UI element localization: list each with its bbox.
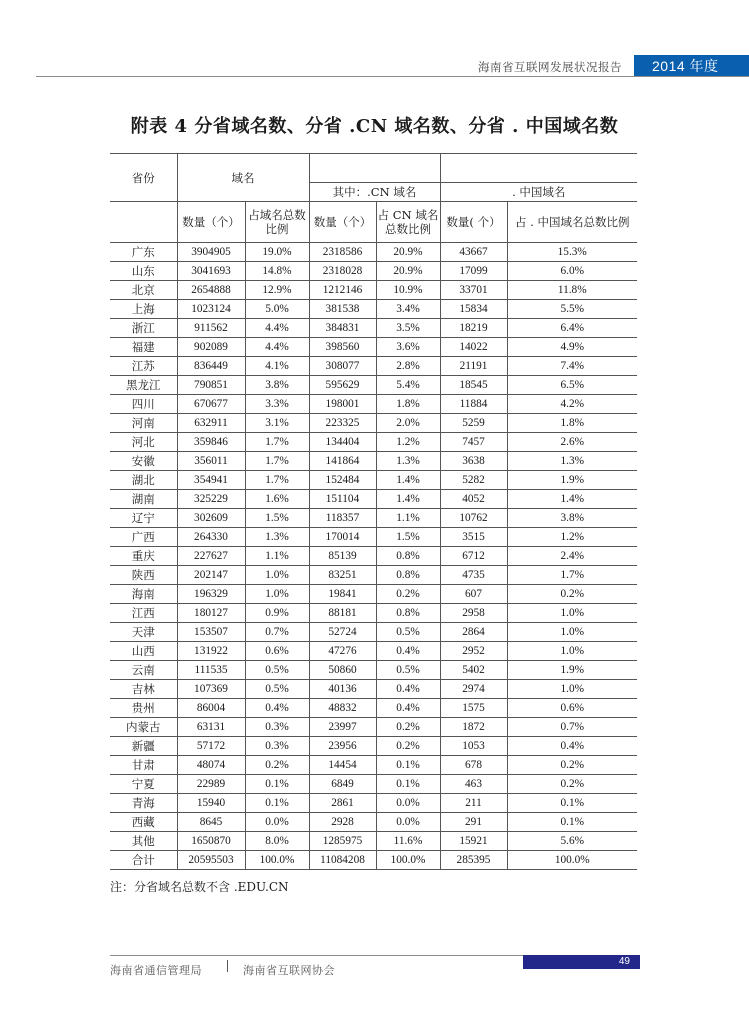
cell-cn-share: 0.5% [376,661,440,680]
cell-domain-share: 0.9% [245,604,309,623]
cell-province: 新疆 [110,737,177,756]
cell-zhongguo-count: 10762 [440,509,507,528]
cell-domain-share: 0.5% [245,680,309,699]
cell-cn-count: 83251 [309,566,376,585]
cell-domain-share: 0.4% [245,699,309,718]
cell-zhongguo-share: 0.1% [507,794,637,813]
cell-domain-count: 3041693 [177,262,245,281]
cell-cn-share: 0.2% [376,718,440,737]
cell-zhongguo-share: 4.2% [507,395,637,414]
cell-domain-share: 0.5% [245,661,309,680]
table-row [110,300,637,319]
cell-province: 福建 [110,338,177,357]
cell-domain-count: 153507 [177,623,245,642]
cell-zhongguo-share: 1.8% [507,414,637,433]
table-row [110,509,637,528]
table-note: 注：分省域名总数不含 .EDU.CN [110,880,289,894]
cell-cn-share: 0.1% [376,775,440,794]
cell-cn-count: 50860 [309,661,376,680]
cell-cn-count: 151104 [309,490,376,509]
cell-cn-share: 2.0% [376,414,440,433]
table-row [110,851,637,870]
cell-zhongguo-count: 2864 [440,623,507,642]
cell-zhongguo-count: 463 [440,775,507,794]
table-row [110,433,637,452]
table-row [110,604,637,623]
cell-domain-share: 1.7% [245,471,309,490]
cell-province: 黑龙江 [110,376,177,395]
cell-cn-share: 0.4% [376,699,440,718]
page-number: 49 [523,955,640,969]
table-row [110,642,637,661]
cell-domain-count: 20595503 [177,851,245,870]
cell-domain-count: 911562 [177,319,245,338]
cell-cn-share: 1.4% [376,490,440,509]
cell-cn-share: 100.0% [376,851,440,870]
cell-domain-count: 1023124 [177,300,245,319]
cell-zhongguo-count: 5402 [440,661,507,680]
cell-zhongguo-share: 0.6% [507,699,637,718]
cell-province: 浙江 [110,319,177,338]
cell-cn-count: 6849 [309,775,376,794]
cell-zhongguo-count: 291 [440,813,507,832]
cell-zhongguo-count: 6712 [440,547,507,566]
cell-zhongguo-share: 0.2% [507,756,637,775]
cell-zhongguo-count: 607 [440,585,507,604]
cell-zhongguo-share: 6.0% [507,262,637,281]
cell-domain-count: 2654888 [177,281,245,300]
cell-domain-count: 632911 [177,414,245,433]
col-cn-share: 占 CN 域名总数比例 [376,202,440,243]
cell-cn-share: 10.9% [376,281,440,300]
running-header [0,0,749,80]
cell-zhongguo-share: 1.9% [507,661,637,680]
header-cn-blank [309,154,440,183]
cell-domain-share: 0.6% [245,642,309,661]
cell-zhongguo-share: 1.9% [507,471,637,490]
cell-domain-count: 902089 [177,338,245,357]
cell-domain-count: 670677 [177,395,245,414]
cell-zhongguo-count: 11884 [440,395,507,414]
cell-zhongguo-count: 15834 [440,300,507,319]
table-row [110,623,637,642]
header-zhongguo-blank [440,154,637,183]
cell-province: 上海 [110,300,177,319]
cell-domain-share: 0.3% [245,718,309,737]
cell-domain-share: 0.1% [245,794,309,813]
table-row [110,376,637,395]
cell-cn-count: 40136 [309,680,376,699]
cell-zhongguo-share: 1.0% [507,623,637,642]
cell-domain-count: 48074 [177,756,245,775]
cell-province: 辽宁 [110,509,177,528]
cell-zhongguo-share: 11.8% [507,281,637,300]
table-row [110,756,637,775]
cell-cn-count: 223325 [309,414,376,433]
cell-cn-count: 2928 [309,813,376,832]
cell-zhongguo-count: 2958 [440,604,507,623]
cell-cn-count: 47276 [309,642,376,661]
header-cn-domain: 其中：.CN 域名 [309,183,440,202]
table-row [110,794,637,813]
footer-org-left: 海南省通信管理局 [110,964,202,977]
table-row [110,281,637,300]
cell-zhongguo-share: 5.5% [507,300,637,319]
cell-cn-count: 1285975 [309,832,376,851]
header-zhongguo-domain: . 中国域名 [440,183,637,202]
cell-zhongguo-share: 15.3% [507,243,637,262]
col-domain-count: 数量（个） [177,202,245,243]
cell-zhongguo-share: 0.1% [507,813,637,832]
cell-cn-count: 398560 [309,338,376,357]
cell-cn-share: 20.9% [376,262,440,281]
cell-zhongguo-count: 4735 [440,566,507,585]
domain-statistics-table [110,153,637,870]
header-province: 省份 [110,154,177,202]
cell-province: 重庆 [110,547,177,566]
cell-domain-share: 0.2% [245,756,309,775]
cell-province: 合计 [110,851,177,870]
cell-cn-count: 11084208 [309,851,376,870]
cell-domain-count: 3904905 [177,243,245,262]
cell-domain-share: 8.0% [245,832,309,851]
cell-cn-count: 23956 [309,737,376,756]
cell-province: 青海 [110,794,177,813]
cell-cn-share: 0.2% [376,585,440,604]
cell-zhongguo-share: 1.0% [507,642,637,661]
cell-cn-share: 0.8% [376,566,440,585]
cell-zhongguo-share: 3.8% [507,509,637,528]
table-row [110,319,637,338]
cell-zhongguo-count: 4052 [440,490,507,509]
table-row [110,338,637,357]
cell-zhongguo-count: 3638 [440,452,507,471]
col-cn-count: 数量（个） [309,202,376,243]
table-row [110,813,637,832]
cell-zhongguo-share: 1.7% [507,566,637,585]
cell-zhongguo-share: 5.6% [507,832,637,851]
cell-province: 河南 [110,414,177,433]
cell-province: 河北 [110,433,177,452]
cell-province: 甘肃 [110,756,177,775]
cell-domain-share: 4.4% [245,338,309,357]
cell-domain-share: 1.3% [245,528,309,547]
cell-cn-share: 3.5% [376,319,440,338]
cell-domain-count: 107369 [177,680,245,699]
cell-zhongguo-share: 2.6% [507,433,637,452]
cell-cn-count: 134404 [309,433,376,452]
cell-province: 山西 [110,642,177,661]
table-row [110,490,637,509]
cell-zhongguo-count: 15921 [440,832,507,851]
cell-domain-count: 57172 [177,737,245,756]
cell-province: 北京 [110,281,177,300]
cell-zhongguo-share: 100.0% [507,851,637,870]
cell-cn-share: 11.6% [376,832,440,851]
table-row [110,775,637,794]
cell-zhongguo-count: 2952 [440,642,507,661]
cell-cn-share: 1.2% [376,433,440,452]
cell-domain-count: 15940 [177,794,245,813]
footer-separator [227,960,228,972]
cell-cn-share: 0.0% [376,794,440,813]
cell-province: 天津 [110,623,177,642]
cell-cn-share: 0.1% [376,756,440,775]
cell-domain-count: 354941 [177,471,245,490]
cell-zhongguo-count: 17099 [440,262,507,281]
cell-cn-share: 5.4% [376,376,440,395]
table-row [110,243,637,262]
cell-zhongguo-count: 3515 [440,528,507,547]
cell-cn-share: 0.4% [376,680,440,699]
cell-domain-count: 227627 [177,547,245,566]
cell-domain-count: 111535 [177,661,245,680]
cell-zhongguo-count: 5259 [440,414,507,433]
cell-zhongguo-count: 2974 [440,680,507,699]
cell-cn-count: 595629 [309,376,376,395]
header-domain: 域名 [177,154,309,202]
cell-domain-count: 202147 [177,566,245,585]
cell-cn-share: 3.4% [376,300,440,319]
cell-cn-share: 3.6% [376,338,440,357]
cell-zhongguo-count: 43667 [440,243,507,262]
cell-domain-count: 325229 [177,490,245,509]
cell-province: 江苏 [110,357,177,376]
cell-cn-count: 1212146 [309,281,376,300]
cell-cn-share: 20.9% [376,243,440,262]
footer-org-right: 海南省互联网协会 [243,964,335,977]
cell-province: 内蒙古 [110,718,177,737]
cell-domain-share: 1.7% [245,433,309,452]
cell-cn-count: 2318586 [309,243,376,262]
cell-domain-share: 100.0% [245,851,309,870]
cell-cn-share: 1.8% [376,395,440,414]
cell-domain-count: 8645 [177,813,245,832]
col-domain-share: 占域名总数比例 [245,202,309,243]
cell-zhongguo-share: 1.3% [507,452,637,471]
cell-domain-share: 0.1% [245,775,309,794]
cell-province: 吉林 [110,680,177,699]
cell-cn-count: 23997 [309,718,376,737]
cell-cn-share: 1.5% [376,528,440,547]
cell-domain-count: 63131 [177,718,245,737]
cell-cn-count: 2861 [309,794,376,813]
cell-cn-count: 381538 [309,300,376,319]
cell-cn-share: 1.3% [376,452,440,471]
cell-cn-count: 14454 [309,756,376,775]
cell-zhongguo-count: 285395 [440,851,507,870]
table-row [110,699,637,718]
cell-cn-share: 0.8% [376,604,440,623]
cell-zhongguo-share: 1.2% [507,528,637,547]
cell-domain-count: 196329 [177,585,245,604]
cell-domain-share: 1.6% [245,490,309,509]
cell-zhongguo-share: 6.5% [507,376,637,395]
cell-domain-count: 22989 [177,775,245,794]
cell-cn-share: 0.2% [376,737,440,756]
table-row [110,262,637,281]
cell-zhongguo-count: 5282 [440,471,507,490]
cell-zhongguo-share: 1.4% [507,490,637,509]
cell-zhongguo-count: 18219 [440,319,507,338]
cell-domain-count: 86004 [177,699,245,718]
cell-domain-share: 5.0% [245,300,309,319]
cell-domain-count: 1650870 [177,832,245,851]
cell-province: 海南 [110,585,177,604]
header-divider [36,76,749,77]
cell-zhongguo-count: 7457 [440,433,507,452]
table-row [110,718,637,737]
cell-cn-share: 2.8% [376,357,440,376]
cell-province: 宁夏 [110,775,177,794]
table-row [110,585,637,604]
table-row [110,547,637,566]
cell-domain-share: 3.8% [245,376,309,395]
cell-domain-share: 19.0% [245,243,309,262]
cell-province: 广西 [110,528,177,547]
cell-zhongguo-share: 2.4% [507,547,637,566]
cell-zhongguo-count: 1575 [440,699,507,718]
cell-cn-count: 170014 [309,528,376,547]
cell-zhongguo-share: 7.4% [507,357,637,376]
cell-domain-share: 1.5% [245,509,309,528]
cell-cn-share: 0.8% [376,547,440,566]
col-zhongguo-share: 占 . 中国域名总数比例 [507,202,637,243]
cell-domain-share: 0.7% [245,623,309,642]
cell-cn-share: 0.5% [376,623,440,642]
table-row [110,471,637,490]
table-row [110,357,637,376]
cell-province: 四川 [110,395,177,414]
cell-province: 陕西 [110,566,177,585]
col-zhongguo-count: 数量( 个） [440,202,507,243]
cell-domain-share: 4.4% [245,319,309,338]
cell-cn-share: 0.4% [376,642,440,661]
cell-cn-count: 118357 [309,509,376,528]
table-row [110,832,637,851]
cell-zhongguo-count: 21191 [440,357,507,376]
cell-zhongguo-count: 1872 [440,718,507,737]
cell-cn-count: 88181 [309,604,376,623]
table-row [110,452,637,471]
cell-cn-count: 85139 [309,547,376,566]
cell-domain-count: 264330 [177,528,245,547]
cell-cn-count: 141864 [309,452,376,471]
cell-cn-share: 0.0% [376,813,440,832]
cell-zhongguo-count: 1053 [440,737,507,756]
cell-zhongguo-share: 4.9% [507,338,637,357]
cell-zhongguo-count: 18545 [440,376,507,395]
cell-zhongguo-count: 211 [440,794,507,813]
cell-zhongguo-share: 0.2% [507,585,637,604]
cell-province: 云南 [110,661,177,680]
cell-domain-count: 359846 [177,433,245,452]
year-badge: 2014 年度 [634,55,749,77]
cell-zhongguo-share: 0.2% [507,775,637,794]
cell-zhongguo-count: 678 [440,756,507,775]
cell-province: 贵州 [110,699,177,718]
cell-cn-count: 198001 [309,395,376,414]
cell-province: 湖北 [110,471,177,490]
cell-zhongguo-count: 14022 [440,338,507,357]
cell-cn-count: 152484 [309,471,376,490]
table-row [110,566,637,585]
cell-domain-share: 0.0% [245,813,309,832]
table-row [110,528,637,547]
table-body [110,243,637,870]
cell-cn-count: 52724 [309,623,376,642]
cell-domain-count: 302609 [177,509,245,528]
cell-province: 广东 [110,243,177,262]
cell-cn-count: 2318028 [309,262,376,281]
cell-cn-share: 1.1% [376,509,440,528]
cell-domain-share: 1.0% [245,585,309,604]
cell-zhongguo-share: 1.0% [507,680,637,699]
cell-province: 山东 [110,262,177,281]
cell-cn-count: 48832 [309,699,376,718]
table-row [110,414,637,433]
cell-domain-count: 180127 [177,604,245,623]
cell-domain-share: 3.3% [245,395,309,414]
cell-zhongguo-count: 33701 [440,281,507,300]
report-name: 海南省互联网发展状况报告 [478,60,622,74]
cell-cn-count: 308077 [309,357,376,376]
cell-zhongguo-share: 1.0% [507,604,637,623]
domain-table-container [110,153,637,870]
cell-domain-share: 4.1% [245,357,309,376]
header-province-blank [110,202,177,243]
cell-domain-count: 836449 [177,357,245,376]
cell-domain-share: 1.0% [245,566,309,585]
cell-province: 江西 [110,604,177,623]
cell-domain-share: 0.3% [245,737,309,756]
table-row [110,661,637,680]
table-row [110,395,637,414]
cell-domain-share: 14.8% [245,262,309,281]
cell-domain-share: 3.1% [245,414,309,433]
cell-domain-count: 131922 [177,642,245,661]
table-title: 附表 4 分省域名数、分省 .CN 域名数、分省 . 中国域名数 [130,116,619,137]
cell-province: 湖南 [110,490,177,509]
cell-zhongguo-share: 0.4% [507,737,637,756]
cell-domain-share: 12.9% [245,281,309,300]
cell-domain-share: 1.1% [245,547,309,566]
cell-zhongguo-share: 0.7% [507,718,637,737]
cell-domain-count: 790851 [177,376,245,395]
cell-cn-count: 384831 [309,319,376,338]
cell-province: 其他 [110,832,177,851]
cell-cn-share: 1.4% [376,471,440,490]
cell-province: 安徽 [110,452,177,471]
cell-domain-share: 1.7% [245,452,309,471]
cell-province: 西藏 [110,813,177,832]
table-row [110,680,637,699]
table-row [110,737,637,756]
cell-domain-count: 356011 [177,452,245,471]
cell-zhongguo-share: 6.4% [507,319,637,338]
cell-cn-count: 19841 [309,585,376,604]
